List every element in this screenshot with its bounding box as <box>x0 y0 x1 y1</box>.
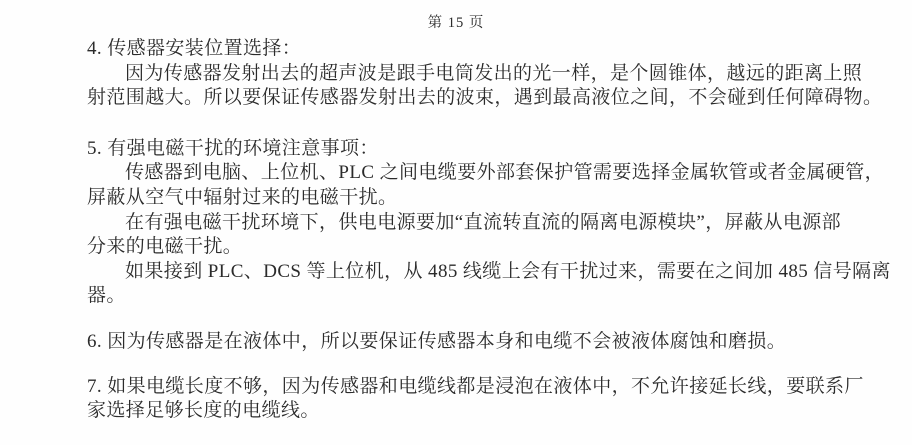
doc-line: 因为传感器发射出去的超声波是跟手电筒发出的光一样，是个圆锥体，越远的距离上照 <box>125 62 863 84</box>
doc-line: 如果接到 PLC、DCS 等上位机，从 485 线缆上会有干扰过来，需要在之间加 485 信号隔离 <box>125 260 891 282</box>
section-6-heading: 6. 因为传感器是在液体中，所以要保证传感器本身和电缆不会被液体腐蚀和磨损。 <box>87 330 787 352</box>
doc-line: 分来的电磁干扰。 <box>87 236 243 258</box>
doc-line: 器。 <box>87 285 126 307</box>
doc-line: 在有强电磁干扰环境下，供电电源要加“直流转直流的隔离电源模块”，屏蔽从电源部 <box>125 211 842 233</box>
section-4-heading: 4. 传感器安装位置选择： <box>87 38 302 59</box>
section-5-heading: 5. 有强电磁干扰的环境注意事项： <box>87 137 379 159</box>
section-7-heading: 7. 如果电缆长度不够，因为传感器和电缆线都是浸泡在液体中，不允许接延长线，要联系厂 <box>87 375 864 397</box>
doc-line: 射范围越大。所以要保证传感器发射出去的波束，遇到最高液位之间，不会碰到任何障碍物。 <box>87 87 883 109</box>
document-body <box>0 32 912 424</box>
doc-line: 屏蔽从空气中辐射过来的电磁干扰。 <box>87 186 398 208</box>
doc-line: 传感器到电脑、上位机、PLC 之间电缆要外部套保护管需要选择金属软管或者金属硬管， <box>125 162 884 184</box>
doc-line: 家选择足够长度的电缆线。 <box>87 400 320 422</box>
page-number-header: 第 15 页 <box>427 15 485 31</box>
